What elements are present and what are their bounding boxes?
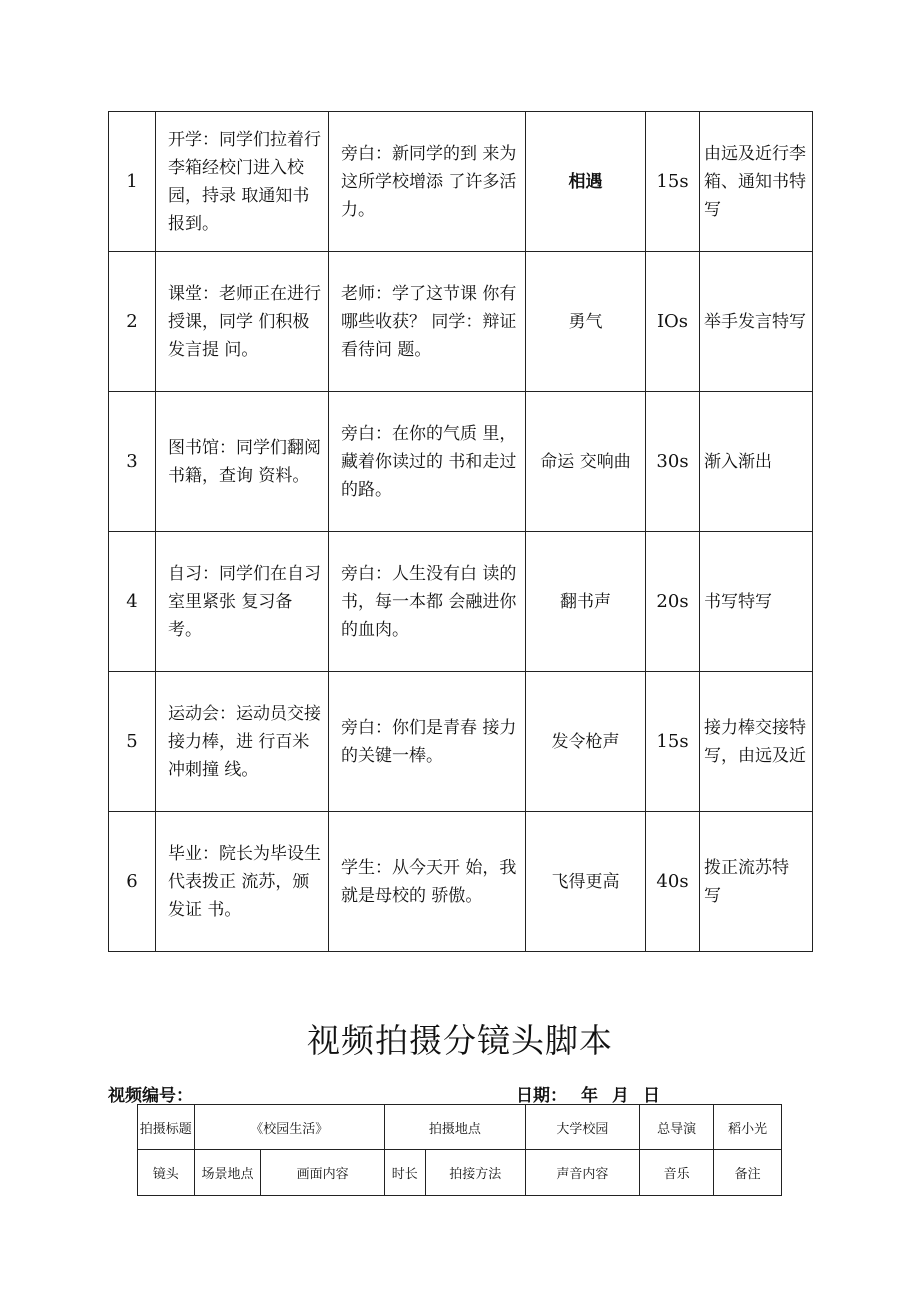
table-row (109, 672, 813, 812)
sound-content: 旁白：人生没有白 读的书，每一本都 会融进你的血肉。 (329, 532, 526, 672)
video-number-label: 视频编号： (108, 1086, 193, 1106)
sound-content: 学生：从今天开 始，我就是母校的 骄傲。 (329, 812, 526, 952)
music: 相遇 (526, 112, 646, 252)
duration: 40s (646, 812, 700, 952)
col-duration: 时长 (384, 1150, 425, 1196)
cell-director-label: 总导演 (639, 1105, 713, 1150)
col-picture-content: 画面内容 (261, 1150, 384, 1196)
table-row (109, 532, 813, 672)
shot-number: 6 (109, 812, 156, 952)
picture-description: 毕业：院长为毕设生代表拨正 流苏，颁发证 书。 (156, 812, 329, 952)
camera-note: 书写特写 (700, 532, 813, 672)
duration: IOs (646, 252, 700, 392)
shot-number: 4 (109, 532, 156, 672)
camera-note: 渐入渐出 (700, 392, 813, 532)
col-shooting-method: 拍接方法 (425, 1150, 525, 1196)
camera-note: 接力棒交接特写，由远及近 (700, 672, 813, 812)
shot-number: 3 (109, 392, 156, 532)
col-music: 音乐 (639, 1150, 713, 1196)
music: 勇气 (526, 252, 646, 392)
date-day: 日 (643, 1086, 660, 1106)
picture-description: 运动会：运动员交接接力棒，进 行百米冲刺撞 线。 (156, 672, 329, 812)
storyboard-table (108, 111, 813, 952)
col-shot: 镜头 (138, 1150, 195, 1196)
col-sound-content: 声音内容 (525, 1150, 639, 1196)
cell-shoot-title-value: 《校园生活》 (194, 1105, 384, 1150)
table-row (109, 392, 813, 532)
cell-director-value: 稻小光 (714, 1105, 782, 1150)
date-month: 月 (612, 1086, 629, 1106)
picture-description: 开学：同学们拉着行李箱经校门进入校园，持录 取通知书报到。 (156, 112, 329, 252)
col-scene-location: 场景地点 (194, 1150, 261, 1196)
duration: 20s (646, 532, 700, 672)
cell-shoot-title-label: 拍摄标题 (138, 1105, 195, 1150)
shot-number: 2 (109, 252, 156, 392)
sound-content: 旁白：新同学的到 来为这所学校增添 了许多活力。 (329, 112, 526, 252)
shot-number: 1 (109, 112, 156, 252)
picture-description: 自习：同学们在自习室里紧张 复习备考。 (156, 532, 329, 672)
music: 命运 交响曲 (526, 392, 646, 532)
table-row (109, 252, 813, 392)
table-row (109, 812, 813, 952)
header-row-columns (138, 1150, 782, 1196)
page-title: 视频拍摄分镜头脚本 (307, 1021, 613, 1060)
camera-note: 由远及近行李箱、通知书特写 (700, 112, 813, 252)
picture-description: 课堂：老师正在进行授课，同学 们积极发言提 问。 (156, 252, 329, 392)
camera-note: 举手发言特写 (700, 252, 813, 392)
cell-location-label: 拍摄地点 (384, 1105, 525, 1150)
sound-content: 旁白：你们是青春 接力的关键一棒。 (329, 672, 526, 812)
duration: 15s (646, 672, 700, 812)
duration: 30s (646, 392, 700, 532)
shot-number: 5 (109, 672, 156, 812)
date-label: 日期： (516, 1086, 567, 1106)
date-year: 年 (581, 1086, 598, 1106)
sound-content: 老师：学了这节课 你有哪些收获？ 同学：辩证看待问 题。 (329, 252, 526, 392)
col-notes: 备注 (714, 1150, 782, 1196)
music: 翻书声 (526, 532, 646, 672)
duration: 15s (646, 112, 700, 252)
date-line (516, 1081, 660, 1106)
shooting-header-table (137, 1104, 782, 1196)
cell-location-value: 大学校园 (525, 1105, 639, 1150)
music: 飞得更高 (526, 812, 646, 952)
sound-content: 旁白：在你的气质 里，藏着你读过的 书和走过的路。 (329, 392, 526, 532)
music: 发令枪声 (526, 672, 646, 812)
camera-note: 拨正流苏特 写 (700, 812, 813, 952)
header-row-info (138, 1105, 782, 1150)
picture-description: 图书馆：同学们翻阅书籍，查询 资料。 (156, 392, 329, 532)
table-row (109, 112, 813, 252)
